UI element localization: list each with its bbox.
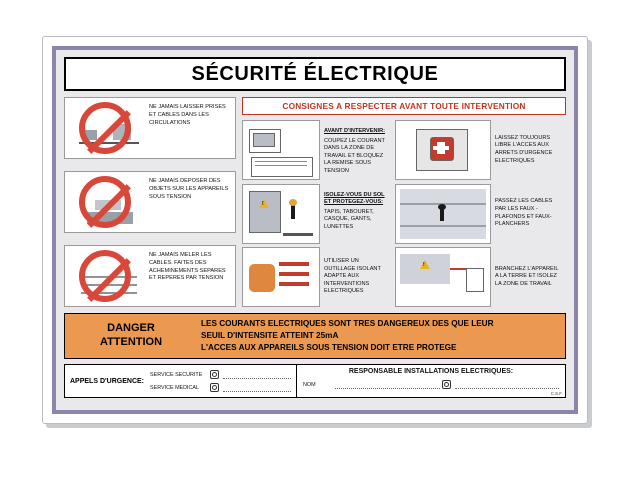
instruction-text-1 [320,120,395,180]
instructions-subheading: CONSIGNES A RESPECTER AVANT TOUTE INTERVENTION [242,97,566,115]
electrician-insulation-icon [242,184,320,244]
instruction-text-2 [320,184,395,244]
responsible-row-key-1: NOM [303,381,316,388]
instruction-title-1: AVANT D'INTERVENIR: [324,128,385,134]
danger-message [197,318,565,355]
no-objects-on-live-equipment-icon [65,172,145,232]
list-item [150,381,291,394]
earth-connection-icon [395,247,491,307]
emergency-stop-button-icon [395,120,491,180]
write-in-line[interactable] [455,380,560,389]
emergency-calls-label: APPELS D'URGENCE: [70,377,145,385]
emergency-rows [150,368,291,394]
emergency-row-key-1: SERVICE SECURITE [150,371,203,378]
poster-body [64,97,566,307]
poster-footer [64,364,566,398]
poster-title-bar [64,57,566,91]
instruction-text-3: UTILISER UN OUTILLAGE ISOLANT ADAPTE AUX INTERVENTIONS ELECTRIQUES [324,258,381,295]
reference-code: C.S.F [550,391,562,396]
write-in-line[interactable] [335,380,440,389]
insulated-tools-icon [242,247,320,307]
danger-label [65,322,197,350]
instruction-title-2: ISOLEZ-VOUS DU SOL ET PROTEGEZ-VOUS: [324,191,385,206]
phone-icon [442,380,451,389]
instruction-text-right-2: PASSEZ LES CABLES PAR LES FAUX -PLAFONDS ET FAUX-PLANCHERS [495,198,553,228]
table-row [242,184,566,244]
instructions-grid [242,120,566,307]
instructions-column [242,97,566,307]
no-mixed-cables-icon [65,246,145,306]
list-item [64,245,236,307]
list-item-label: NE JAMAIS LAISSER PRISES ET CABLES DANS LES CIRCULATIONS [149,104,226,126]
write-in-line[interactable] [223,383,291,392]
list-item-label: NE JAMAIS DEPOSER DES OBJETS SUR LES APPAREILS SOUS TENSION [149,178,229,200]
danger-message-line1: LES COURANTS ELECTRIQUES SONT TRES DANGEREUX DES QUE LEUR [201,318,494,328]
cut-power-panel-icon [242,120,320,180]
emergency-row-key-2: SERVICE MEDICAL [150,384,200,391]
danger-message-line3: L'ACCES AUX APPAREILS SOUS TENSION DOIT ETRE PROTEGE [201,343,457,353]
phone-icon [210,383,219,392]
responsible-section [297,365,565,397]
list-item [303,378,559,391]
instruction-body-1: COUPEZ LE COURANT DANS LA ZONE DE TRAVAIL ET BLOQUEZ LA REMISE SOUS TENSION [324,137,385,174]
instruction-body-2: TAPIS, TABOURET, CASQUE, GANTS, LUNETTES [324,208,374,230]
emergency-calls-section [65,365,297,397]
list-item [64,97,236,159]
danger-banner [64,313,566,359]
prohibitions-column [64,97,236,307]
list-item-label: NE JAMAIS MELER LES CABLES. FAITES DES ACHEMINEMENTS SEPARES ET REPERES PAR TENSION [149,252,226,282]
phone-icon [210,370,219,379]
attention-word: ATTENTION [99,336,163,348]
table-row [242,247,566,307]
danger-message-line2: SEUIL D'INTENSITE ATTEINT 25mA [201,330,339,340]
list-item [150,368,291,381]
instruction-text-right-3: BRANCHEZ L'APPAREIL A LA TERRE ET ISOLEZ LA ZONE DE TRAVAIL [495,265,559,287]
responsible-title: RESPONSABLE INSTALLATIONS ELECTRIQUES: [348,368,514,375]
no-trailing-cables-icon [65,98,145,158]
false-ceiling-cables-icon [395,184,491,244]
list-item [64,171,236,233]
poster-inner [52,46,578,414]
danger-word: DANGER [107,322,155,335]
write-in-line[interactable] [223,370,291,379]
table-row [242,120,566,180]
instruction-text-right-1: LAISSEZ TOUJOURS LIBRE L'ACCES AUX ARRETS D'URGENCE ELECTRIQUES [495,134,553,164]
page-title: SÉCURITÉ ÉLECTRIQUE [191,62,439,85]
